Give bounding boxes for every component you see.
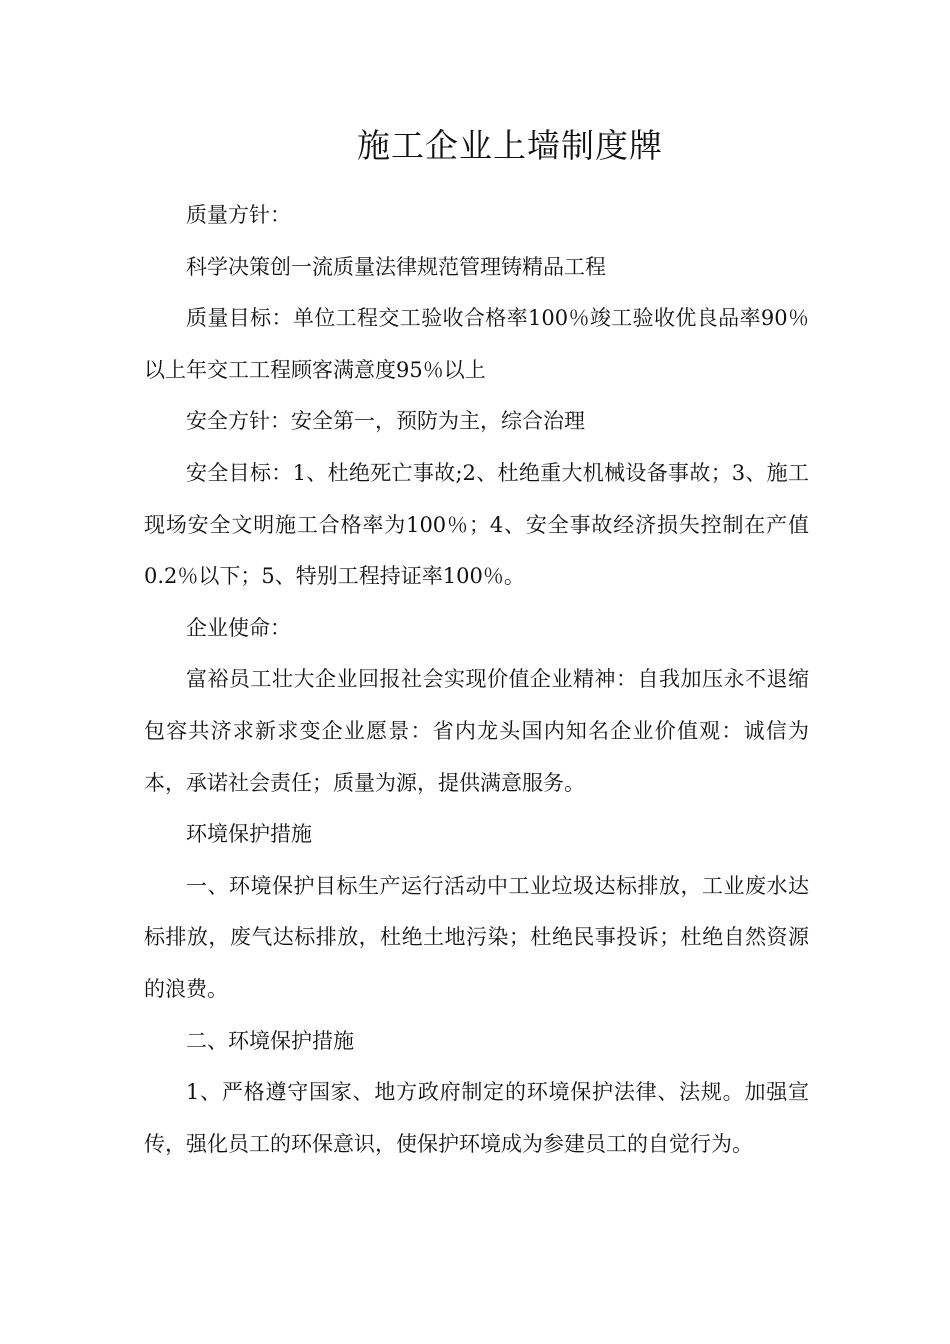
paragraph-quality-policy: 科学决策创一流质量法律规范管理铸精品工程 (186, 254, 606, 279)
paragraph-mission-heading: 企业使命： (186, 615, 291, 640)
paragraph-environment-measure-1: 1、严格遵守国家、地方政府制定的环境保护法律、法规。加强宣传，强化员工的环保意识，使保护环境成为参建员工的自觉行为。 (144, 1080, 809, 1156)
document-title: 施工企业上墙制度牌 (357, 126, 663, 165)
paragraph-environment-measures-heading: 二、环境保护措施 (186, 1028, 354, 1053)
paragraph-mission: 富裕员工壮大企业回报社会实现价值企业精神：自我加压永不退缩包容共济求新求变企业愿景：省内龙头国内知名企业价值观：诚信为本，承诺社会责任；质量为源，提供满意服务。 (144, 667, 809, 795)
paragraph-safety-target: 安全目标：1、杜绝死亡事故;2、杜绝重大机械设备事故；3、施工现场安全文明施工合格率为100％；4、安全事故经济损失控制在产值0.2％以下；5、特别工程持证率100％。 (144, 460, 809, 589)
document-body (144, 190, 809, 1170)
paragraph-safety-policy: 安全方针：安全第一，预防为主，综合治理 (186, 409, 585, 434)
paragraph-quality-target: 质量目标：单位工程交工验收合格率100％竣工验收优良品率90％以上年交工工程顾客满意度95％以上 (144, 306, 809, 382)
paragraph-quality-policy-heading: 质量方针： (186, 203, 291, 227)
paragraph-environment-heading: 环境保护措施 (186, 822, 312, 847)
paragraph-environment-target: 一、环境保护目标生产运行活动中工业垃圾达标排放，工业废水达标排放，废气达标排放，杜绝土地污染；杜绝民事投诉；杜绝自然资源的浪费。 (144, 873, 809, 1001)
